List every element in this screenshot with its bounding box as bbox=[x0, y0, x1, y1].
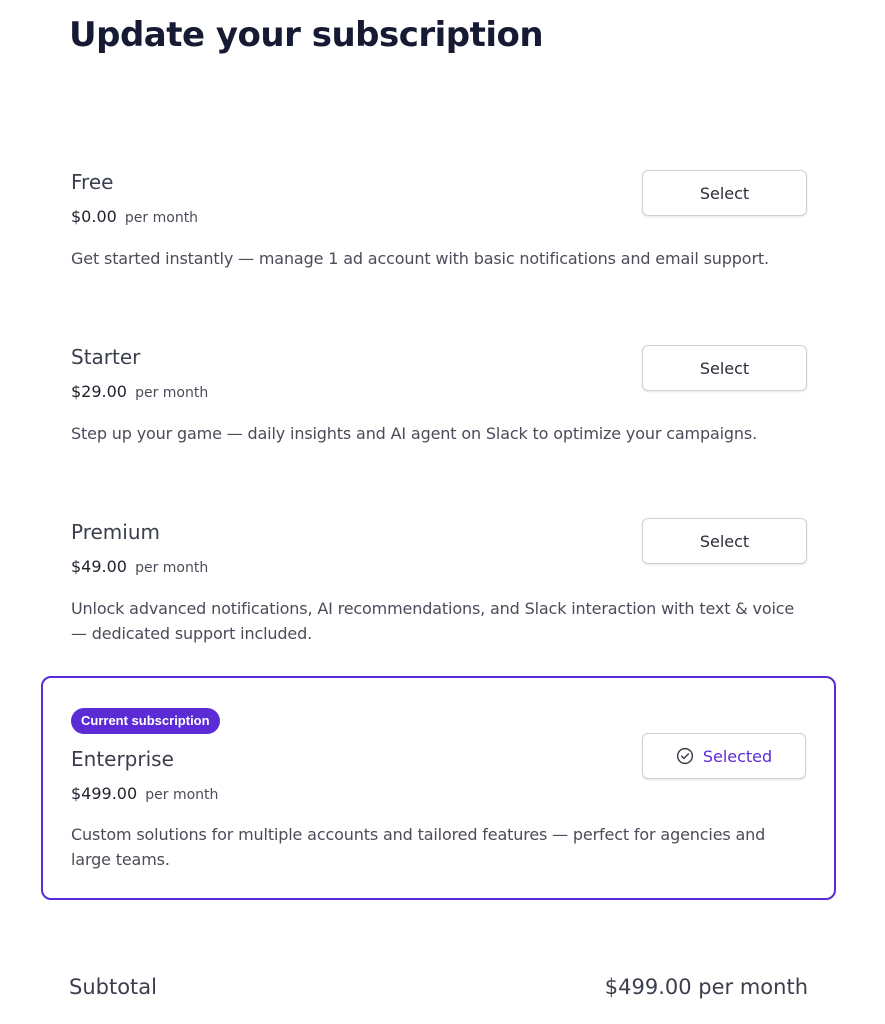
plan-price bbox=[71, 783, 218, 806]
page-title: Update your subscription bbox=[69, 15, 544, 55]
plan-description: Step up your game — daily insights and AI agent on Slack to optimize your campaigns. bbox=[71, 424, 758, 443]
plan-name: Enterprise bbox=[71, 747, 174, 771]
price-period: per month bbox=[135, 385, 209, 401]
plan-price bbox=[71, 206, 198, 229]
price-period: per month bbox=[124, 210, 199, 226]
selected-label: Selected bbox=[702, 746, 773, 766]
plan-starter bbox=[41, 335, 836, 455]
plan-name: Premium bbox=[71, 520, 160, 544]
select-free-button[interactable]: Select bbox=[642, 170, 807, 216]
current-subscription-badge: Current subscription bbox=[71, 708, 220, 734]
select-starter-button[interactable]: Select bbox=[642, 345, 807, 391]
plan-free bbox=[41, 160, 836, 280]
selected-enterprise-button[interactable] bbox=[642, 733, 806, 779]
price-amount: $29.00 bbox=[71, 382, 127, 401]
plan-description: Unlock advanced notifications, AI recommendations, and Slack interaction with text & voice — dedicated support included. bbox=[71, 599, 795, 643]
plan-enterprise bbox=[41, 676, 836, 900]
plan-description: Get started instantly — manage 1 ad account with basic notifications and email support. bbox=[71, 249, 769, 268]
price-period: per month bbox=[145, 787, 219, 803]
price-amount: $49.00 bbox=[71, 557, 127, 576]
select-premium-button[interactable]: Select bbox=[642, 518, 807, 564]
plan-description: Custom solutions for multiple accounts and tailored features — perfect for agencies and large teams. bbox=[71, 825, 766, 869]
plan-price bbox=[71, 556, 208, 579]
plan-premium bbox=[41, 510, 836, 650]
price-period: per month bbox=[135, 560, 209, 576]
subtotal-label: Subtotal bbox=[69, 975, 157, 999]
plan-name: Free bbox=[71, 170, 114, 194]
plan-name: Starter bbox=[71, 345, 141, 369]
subtotal-value: $499.00 per month bbox=[604, 975, 808, 999]
check-circle-icon bbox=[676, 747, 694, 765]
price-amount: $499.00 bbox=[71, 784, 138, 803]
plan-price bbox=[71, 381, 208, 404]
price-amount: $0.00 bbox=[71, 207, 117, 226]
